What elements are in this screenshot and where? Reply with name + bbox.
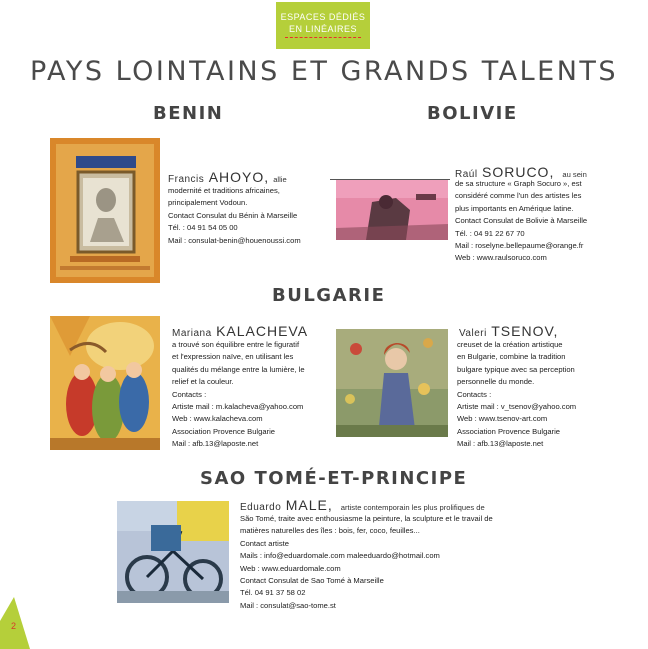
artist-last-name: MALE, — [285, 497, 333, 513]
text-line: en Bulgarie, combine la tradition — [457, 352, 566, 362]
artist-first-name: Raúl — [455, 169, 478, 180]
artist-description-tsenov — [457, 339, 576, 451]
text-line: Artiste mail : v_tsenov@yahoo.com — [457, 402, 577, 412]
tag-line-1: ESPACES DÉDIÉS — [280, 12, 366, 22]
text-line: Tél. : 04 91 54 05 00 — [168, 223, 238, 233]
artist-description-ahoyo — [168, 185, 301, 247]
text-line: principalement Vodoun. — [168, 198, 248, 208]
text-line: creuset de la création artistique — [457, 340, 563, 349]
artist-name-male — [240, 497, 485, 513]
text-line: São Tomé, traite avec enthousiasme la peinture, la sculpture et le travail de — [240, 514, 493, 523]
page-corner-triangle — [0, 597, 34, 649]
artist-first-name: Valeri — [459, 328, 487, 339]
text-line: considéré comme l'un des artistes les — [455, 191, 582, 201]
section-tag — [276, 2, 370, 49]
artist-description-male — [240, 513, 493, 612]
artist-description-kalacheva — [172, 339, 305, 451]
text-line: Web : www.tsenov-art.com — [457, 414, 548, 424]
text-line: bulgare typique avec sa perception — [457, 364, 575, 374]
text-line: Web : www.eduardomale.com — [240, 563, 341, 573]
text-line: Mail : afb.13@laposte.net — [172, 439, 259, 449]
country-heading-benin: BENIN — [153, 103, 224, 124]
text-line: Web : www.raulsoruco.com — [455, 253, 547, 263]
text-line: et l'expression naïve, en utilisant les — [172, 352, 294, 362]
text-line: Contact Consulat de Bolivie à Marseille — [455, 216, 588, 226]
artist-last-name: SORUCO, — [482, 164, 555, 180]
country-heading-bolivie: BOLIVIE — [427, 103, 518, 124]
text-line: Mails : info@eduardomale.com maleeduardo@hotmail.com — [240, 551, 440, 561]
artist-first-name: Mariana — [172, 328, 212, 339]
text-line: Tél. : 04 91 22 67 70 — [455, 228, 525, 238]
artist-last-name: KALACHEVA — [216, 323, 309, 339]
text-line: Contact artiste — [240, 538, 289, 548]
text-line: Association Provence Bulgarie — [172, 426, 275, 436]
text-line: Association Provence Bulgarie — [457, 426, 560, 436]
artist-name-tsenov — [459, 323, 558, 339]
artwork-image-soruco — [336, 180, 448, 240]
artist-last-name: TSENOV, — [491, 323, 559, 339]
text-line: de sa structure « Graph Socuro », est — [455, 179, 582, 188]
artist-name-kalacheva — [172, 323, 308, 339]
artist-intro: artiste contemporain les plus prolifiques de — [340, 503, 485, 512]
text-line: relief et la couleur. — [172, 377, 234, 387]
text-line: modernité et traditions africaines, — [168, 186, 280, 195]
tag-line-2: EN LINÉAIRES — [285, 23, 361, 38]
page-number: 2 — [11, 621, 17, 631]
text-line: Mail : consulat@sao-tome.st — [240, 600, 336, 610]
text-line: matières naturelles des îles : bois, fer, coco, feuilles... — [240, 526, 420, 536]
text-line: Contact Consulat du Bénin à Marseille — [168, 210, 298, 220]
text-line: plus importants en Amérique latine. — [455, 203, 574, 213]
text-line: Contacts : — [172, 389, 207, 399]
text-line: a trouvé son équilibre entre le figuratif — [172, 340, 300, 349]
text-line: Artiste mail : m.kalacheva@yahoo.com — [172, 402, 304, 412]
page-title: PAYS LOINTAINS ET GRANDS TALENTS — [29, 56, 619, 87]
text-line: Mail : roselyne.bellepaume@orange.fr — [455, 241, 584, 251]
artist-last-name: AHOYO, — [208, 169, 270, 185]
artist-name-ahoyo — [168, 169, 287, 185]
text-line: personnelle du monde. — [457, 377, 535, 387]
text-line: Web : www.kalacheva.com — [172, 414, 263, 424]
artist-first-name: Eduardo — [240, 502, 282, 513]
artwork-image-ahoyo — [50, 138, 160, 283]
text-line: qualités du mélange entre la lumière, le — [172, 364, 305, 374]
country-heading-bulgarie: BULGARIE — [272, 285, 386, 306]
text-line: Tél. 04 91 37 58 02 — [240, 588, 306, 598]
text-line: Contact Consulat de Sao Tomé à Marseille — [240, 576, 384, 586]
artwork-image-tsenov — [336, 329, 448, 437]
artwork-image-male — [117, 501, 229, 603]
artist-intro: allie — [273, 175, 287, 184]
text-line: Mail : consulat-benin@houenoussi.com — [168, 235, 301, 245]
artwork-image-kalacheva — [50, 316, 160, 450]
country-heading-saotome: SAO TOMÉ-ET-PRINCIPE — [200, 468, 468, 489]
artist-intro: au sein — [562, 170, 587, 179]
text-line: Mail : afb.13@laposte.net — [457, 439, 544, 449]
artist-first-name: Francis — [168, 174, 205, 185]
artist-description-soruco — [455, 178, 587, 265]
text-line: Contacts : — [457, 389, 492, 399]
